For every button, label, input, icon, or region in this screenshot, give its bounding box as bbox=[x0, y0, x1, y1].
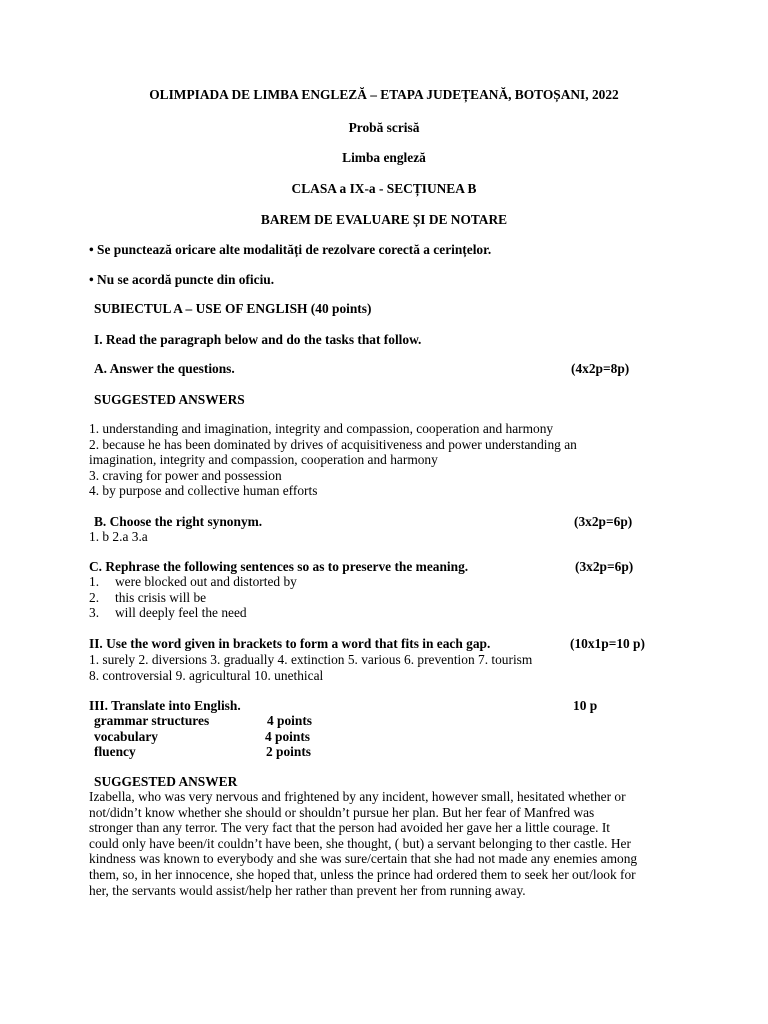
answer-line: Izabella, who was very nervous and frightened by any incident, however small, hesitated whether or bbox=[89, 789, 626, 804]
section-i-b-answers: 1. b 2.a 3.a bbox=[89, 529, 148, 544]
list-item bbox=[89, 574, 297, 590]
list-item bbox=[89, 590, 297, 606]
suggested-answers-heading: SUGGESTED ANSWERS bbox=[94, 392, 245, 407]
answer-line: them, so, in her innocence, she hoped that, unless the prince had ordered them to seek her out/look for bbox=[89, 866, 636, 882]
section-i-c-heading: C. Rephrase the following sentences so as to preserve the meaning. bbox=[89, 559, 469, 574]
answer-line: 3. craving for power and possession bbox=[89, 467, 282, 483]
criterion-points: 2 points bbox=[266, 744, 312, 760]
document-title: OLIMPIADA DE LIMBA ENGLEZĂ – ETAPA JUDEȚEANĂ, BOTOȘANI, 2022 bbox=[149, 87, 619, 102]
document-subtitle-limba: Limba engleză bbox=[342, 150, 426, 165]
answer-line: 8. controversial 9. agricultural 10. unethical bbox=[89, 667, 324, 683]
section-i-c-answers bbox=[89, 574, 297, 621]
section-i-b-row bbox=[94, 514, 684, 530]
list-number: 1. bbox=[89, 574, 100, 589]
note-no-free-points: • Nu se acordă puncte din oficiu. bbox=[89, 272, 275, 287]
answer-line: imagination, integrity and compassion, cooperation and harmony bbox=[89, 452, 438, 468]
section-ii-row bbox=[89, 636, 679, 652]
answer-line: 1. understanding and imagination, integrity and compassion, cooperation and harmony bbox=[89, 421, 554, 436]
section-i-a-points: (4x2p=8p) bbox=[571, 361, 630, 376]
answer-line: 2. because he has been dominated by drives of acquisitiveness and power understanding an bbox=[89, 436, 577, 452]
answer-line: not/didn’t know whether she should or shouldn’t pursue her plan. But her fear of Manfred was bbox=[89, 804, 595, 820]
section-i-a-answers bbox=[89, 421, 577, 499]
note-alternative-solutions: • Se punctează oricare alte modalități de rezolvare corectă a cerințelor. bbox=[89, 242, 492, 257]
class-line: CLASA a IX-a - SECȚIUNEA B bbox=[291, 181, 477, 196]
document-subtitle-proba: Probă scrisă bbox=[348, 120, 420, 135]
barem-heading: BAREM DE EVALUARE ȘI DE NOTARE bbox=[260, 212, 508, 227]
translation-answer bbox=[89, 789, 637, 898]
section-i-heading: I. Read the paragraph below and do the tasks that follow. bbox=[94, 332, 422, 347]
answer-line: 1. surely 2. diversions 3. gradually 4. extinction 5. various 6. prevention 7. tourism bbox=[89, 652, 533, 667]
section-i-a-row bbox=[94, 361, 684, 377]
list-text: were blocked out and distorted by bbox=[115, 574, 297, 589]
section-ii-heading: II. Use the word given in brackets to form a word that fits in each gap. bbox=[89, 636, 491, 651]
criterion-fluency bbox=[94, 744, 312, 760]
section-i-b-heading: B. Choose the right synonym. bbox=[94, 514, 263, 529]
criterion-label: vocabulary bbox=[94, 728, 158, 744]
criterion-points: 4 points bbox=[265, 728, 311, 744]
answer-line: stronger than any terror. The very fact that the person had avoided her gave her a little courage. It bbox=[89, 820, 611, 836]
answer-line: could only have been/it couldn’t have been, she thought, ( but) a servant belonging to ther castle. Her bbox=[89, 835, 631, 851]
list-text: will deeply feel the need bbox=[115, 605, 247, 621]
list-number: 3. bbox=[89, 605, 100, 621]
section-iii-row bbox=[89, 698, 679, 714]
section-i-c-points: (3x2p=6p) bbox=[575, 559, 634, 574]
list-text: this crisis will be bbox=[115, 589, 207, 605]
section-ii-points: (10x1p=10 p) bbox=[570, 636, 645, 651]
section-iii-points: 10 p bbox=[573, 698, 598, 713]
section-i-b-points: (3x2p=6p) bbox=[574, 514, 633, 529]
answer-line: 4. by purpose and collective human efforts bbox=[89, 483, 318, 499]
section-iii-heading: III. Translate into English. bbox=[89, 698, 241, 713]
criterion-grammar bbox=[94, 713, 313, 729]
criterion-points: 4 points bbox=[267, 713, 313, 728]
section-ii-answers bbox=[89, 652, 532, 683]
answer-line: kindness was known to everybody and she was sure/certain that she had not made any enemies among bbox=[89, 851, 638, 867]
suggested-answer-heading: SUGGESTED ANSWER bbox=[94, 774, 238, 789]
section-i-a-heading: A. Answer the questions. bbox=[94, 361, 235, 376]
criterion-label: fluency bbox=[94, 744, 136, 760]
criterion-label: grammar structures bbox=[94, 713, 210, 728]
answer-line: her, the servants would assist/help her rather than prevent her from running away. bbox=[89, 882, 526, 898]
list-item bbox=[89, 605, 297, 621]
section-i-c-row bbox=[89, 559, 679, 575]
subiect-a-heading: SUBIECTUL A – USE OF ENGLISH (40 points) bbox=[94, 301, 372, 316]
grading-criteria bbox=[94, 713, 313, 760]
list-number: 2. bbox=[89, 589, 100, 605]
criterion-vocabulary bbox=[94, 728, 311, 745]
